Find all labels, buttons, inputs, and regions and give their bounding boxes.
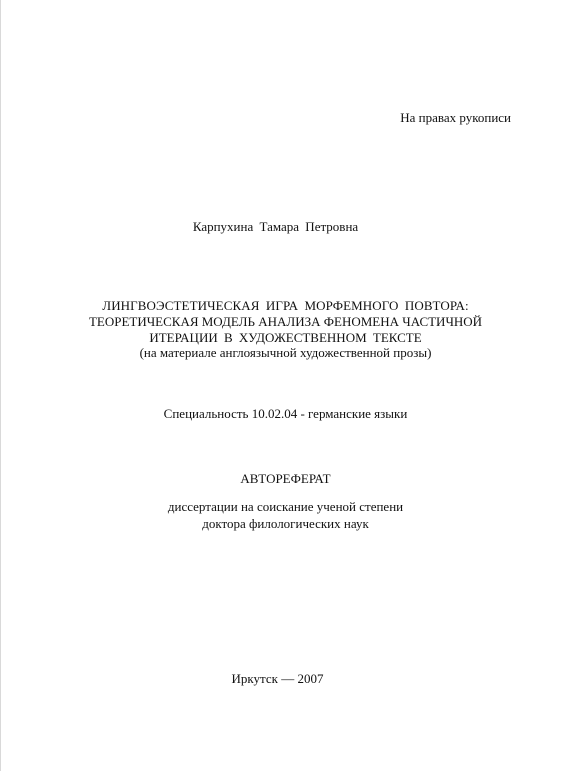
city-year: Иркутск — 2007: [231, 671, 324, 686]
title-subtitle: (на материале англоязычной художественной прозы): [139, 345, 432, 360]
document-type: АВТОРЕФЕРАТ: [240, 471, 331, 486]
degree-line-1: диссертации на соискание ученой степени: [167, 499, 404, 514]
title-line-1: ЛИНГВОЭСТЕТИЧЕСКАЯ ИГРА МОРФЕМНОГО ПОВТОРА:: [102, 298, 469, 313]
title-line-2: ТЕОРЕТИЧЕСКАЯ МОДЕЛЬ АНАЛИЗА ФЕНОМЕНА ЧАСТИЧНОЙ: [88, 314, 483, 329]
title-line-3: ИТЕРАЦИИ В ХУДОЖЕСТВЕННОМ ТЕКСТЕ: [149, 330, 422, 345]
specialty: Специальность 10.02.04 - германские языки: [163, 406, 408, 421]
author-name: Карпухина Тамара Петровна: [192, 219, 359, 234]
rights-note: На правах рукописи: [400, 110, 511, 125]
degree-line-2: доктора филологических наук: [202, 516, 369, 531]
